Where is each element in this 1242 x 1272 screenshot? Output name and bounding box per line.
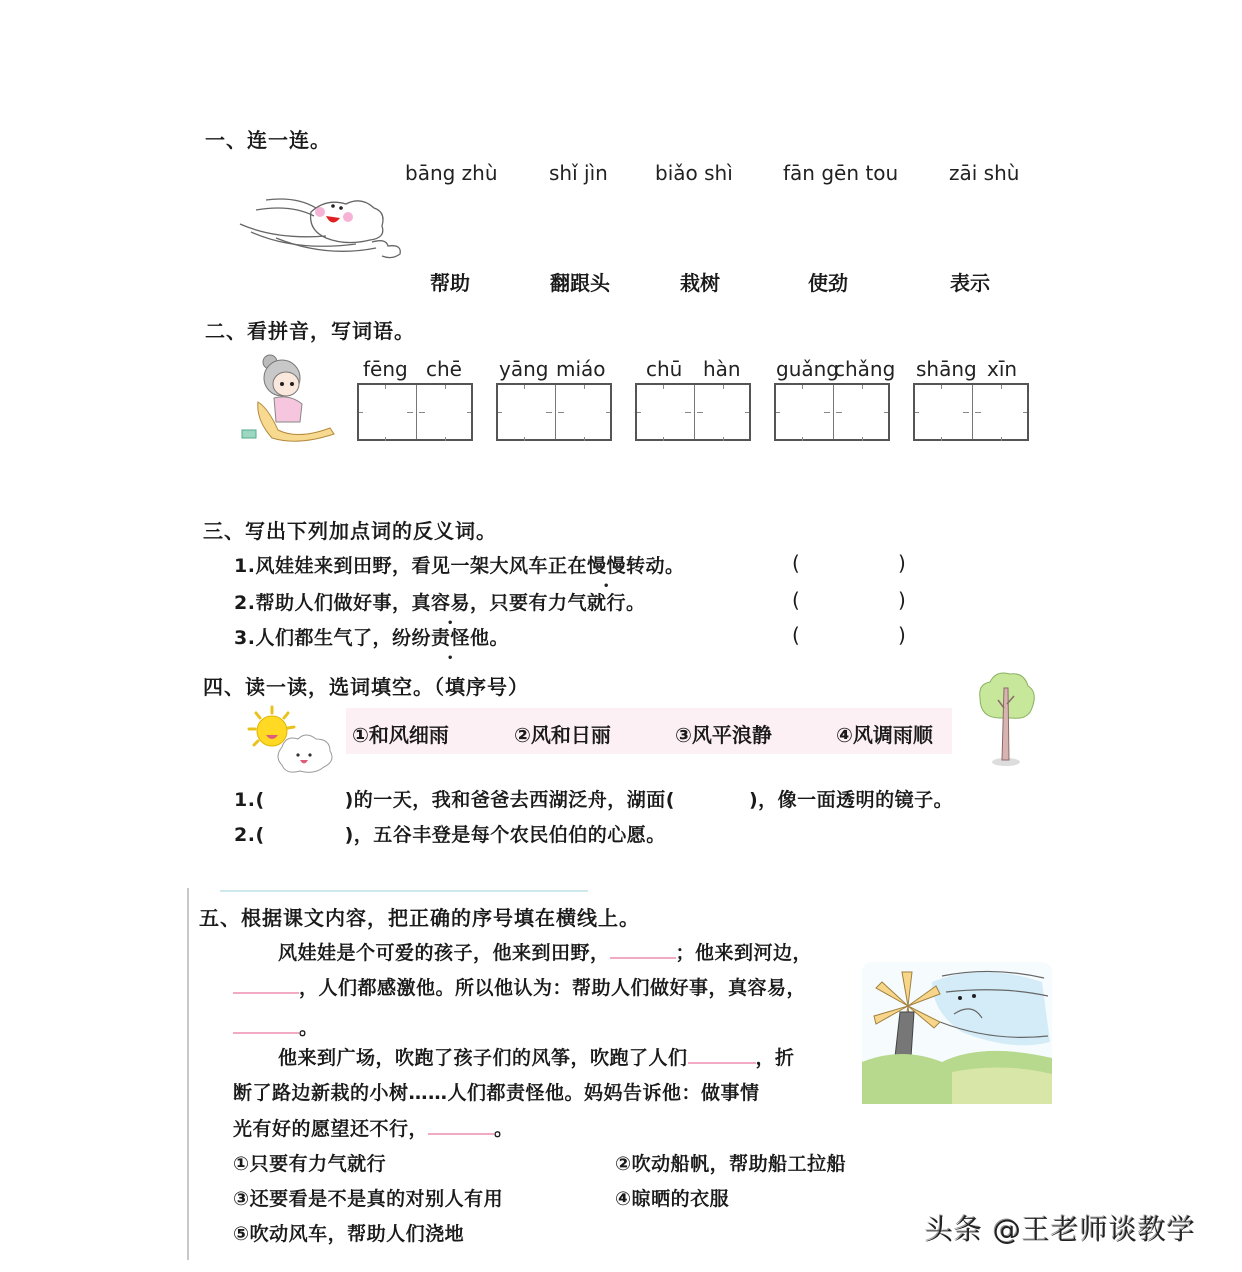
grid-tick (862, 437, 863, 441)
grid-tick (385, 385, 386, 389)
s5-option-2: ②吹动船帆，帮助船工拉船 (615, 1153, 847, 1175)
grid-tick (941, 437, 942, 441)
grid-tick (975, 412, 981, 413)
grid-tick (445, 385, 446, 389)
s3-question-1: 1.风娃娃来到田野，看见一架大风车正在慢慢转动。 (234, 551, 685, 578)
left-margin-line (187, 888, 189, 1260)
writing-box-2[interactable] (496, 383, 612, 441)
s3-question-2: 2.帮助人们做好事，真容易，只要有力气就行。 (234, 588, 646, 615)
s2-pinyin-4b: chǎng (834, 357, 896, 381)
grid-tick (1023, 412, 1027, 413)
s4-answer-field-2[interactable] (258, 817, 336, 847)
writing-box-1[interactable] (357, 383, 473, 441)
s5-blank-3[interactable] (233, 1031, 299, 1034)
s5-line-3: 。 (233, 1013, 319, 1040)
word-5: 表示 (950, 271, 990, 295)
grid-tick (697, 412, 703, 413)
grid-tick (963, 412, 969, 413)
grid-tick (1001, 437, 1002, 441)
s3-answer-open-1: ( (792, 551, 800, 575)
section3-heading: 三、写出下列加点词的反义词。 (203, 519, 497, 543)
s5-blank-1[interactable] (610, 956, 676, 959)
grid-tick (407, 412, 413, 413)
word-2: 翻跟头 (550, 271, 610, 295)
s5-line-6: 光有好的愿望还不行， 。 (233, 1118, 514, 1140)
writing-box-5[interactable] (913, 383, 1029, 441)
pinyin-3: biǎo shì (655, 161, 733, 185)
s3-answer-field-2[interactable] (805, 585, 895, 615)
s2-pinyin-4a: guǎng (776, 357, 839, 381)
pinyin-1: bāng zhù (405, 161, 498, 185)
tree-icon (972, 668, 1040, 768)
grid-tick (1001, 385, 1002, 389)
s5-option-3: ③还要看是不是真的对别人有用 (233, 1188, 504, 1210)
word-3: 栽树 (680, 271, 720, 295)
s5-blank-2[interactable] (233, 991, 299, 994)
s4-answer-field-1b[interactable] (703, 782, 777, 812)
grid-tick (884, 412, 888, 413)
grid-tick (723, 437, 724, 441)
grid-tick (663, 437, 664, 441)
option-1: ①和风细雨 (352, 723, 449, 747)
section2-heading: 二、看拼音，写词语。 (205, 319, 415, 343)
s5-option-5: ⑤吹动风车，帮助人们浇地 (233, 1223, 465, 1245)
s5-line-1: 风娃娃是个可爱的孩子，他来到田野， ；他来到河边， (278, 942, 813, 964)
s5-line-5: 断了路边新栽的小树……人们都责怪他。妈妈告诉他：做事情 (233, 1082, 760, 1104)
pinyin-2: shǐ jìn (549, 161, 608, 185)
section4-heading: 四、读一读，选词填空。（填序号） (203, 675, 529, 699)
s3-answer-field-1[interactable] (805, 548, 895, 578)
s3-answer-close-1: ) (898, 551, 906, 575)
option-2: ②风和日丽 (514, 723, 611, 747)
section1-heading: 一、连一连。 (205, 128, 331, 152)
dotted-word: 容易 (430, 592, 470, 614)
pinyin-4: fān gēn tou (783, 161, 899, 185)
sun-and-cloud-icon (246, 705, 338, 777)
s2-pinyin-5a: shāng (916, 357, 977, 381)
grid-tick (385, 437, 386, 441)
grid-tick (445, 437, 446, 441)
s5-blank-5[interactable] (428, 1132, 494, 1135)
grid-tick (723, 385, 724, 389)
grid-tick (802, 385, 803, 389)
grid-tick (685, 412, 691, 413)
s2-pinyin-3b: hàn (703, 357, 741, 381)
s3-question-3: 3.人们都生气了，纷纷责怪他。 (234, 623, 509, 650)
dotted-word: 责怪 (430, 627, 470, 649)
s3-answer-close-2: ) (898, 588, 906, 612)
wind-cloud-icon (236, 190, 408, 262)
grid-tick (776, 412, 780, 413)
s2-pinyin-2b: miáo (556, 357, 606, 381)
s4-sentence-2: 2.( )，五谷丰登是每个农民伯伯的心愿。 (234, 824, 666, 846)
grid-tick (915, 412, 919, 413)
grid-tick (546, 412, 552, 413)
grid-tick (941, 385, 942, 389)
s5-option-4: ④晾晒的衣服 (615, 1188, 730, 1210)
s3-answer-open-3: ( (792, 623, 800, 647)
option-4: ④风调雨顺 (836, 723, 933, 747)
grid-tick (663, 385, 664, 389)
section5-heading: 五、根据课文内容，把正确的序号填在横线上。 (199, 906, 640, 930)
grid-tick (584, 385, 585, 389)
s5-line-2: ，人们都感激他。所以他认为：帮助人们做好事，真容易， (233, 973, 806, 1000)
s2-pinyin-1b: chē (426, 357, 462, 381)
grid-tick (359, 412, 363, 413)
s5-blank-4[interactable] (688, 1061, 756, 1064)
grid-tick (467, 412, 471, 413)
writing-box-4[interactable] (774, 383, 890, 441)
grid-tick (524, 385, 525, 389)
word-4: 使劲 (808, 271, 848, 295)
s2-pinyin-1a: fēng (363, 357, 408, 381)
girl-writing-scroll-icon (238, 350, 338, 445)
s4-sentence-1: 1.( )的一天，我和爸爸去西湖泛舟，湖面( )，像一面透明的镜子。 (234, 789, 954, 811)
grid-tick (824, 412, 830, 413)
s4-answer-field-1a[interactable] (258, 782, 336, 812)
grid-tick (637, 412, 641, 413)
s2-pinyin-5b: xīn (987, 357, 1018, 381)
grid-tick (419, 412, 425, 413)
decorative-top-line (220, 890, 588, 892)
s5-line-4: 他来到广场，吹跑了孩子们的风筝，吹跑了人们 ，折 (278, 1047, 795, 1069)
grid-tick (802, 437, 803, 441)
grid-tick (606, 412, 610, 413)
writing-box-3[interactable] (635, 383, 751, 441)
grid-tick (745, 412, 749, 413)
grid-tick (524, 437, 525, 441)
s3-answer-close-3: ) (898, 623, 906, 647)
grid-tick (862, 385, 863, 389)
windmill-wind-icon (862, 962, 1052, 1104)
grid-tick (558, 412, 564, 413)
pinyin-5: zāi shù (949, 161, 1020, 185)
s5-option-1: ①只要有力气就行 (233, 1153, 387, 1175)
grid-tick (584, 437, 585, 441)
grid-tick (498, 412, 502, 413)
s3-answer-field-3[interactable] (805, 620, 895, 650)
watermark: 头条 @王老师谈教学 (925, 1213, 1196, 1246)
word-1: 帮助 (430, 271, 470, 295)
s2-pinyin-3a: chū (646, 357, 683, 381)
s3-answer-open-2: ( (792, 588, 800, 612)
dotted-word: 慢慢 (586, 555, 626, 577)
s2-pinyin-2a: yāng (499, 357, 549, 381)
option-3: ③风平浪静 (675, 723, 772, 747)
grid-tick (836, 412, 842, 413)
